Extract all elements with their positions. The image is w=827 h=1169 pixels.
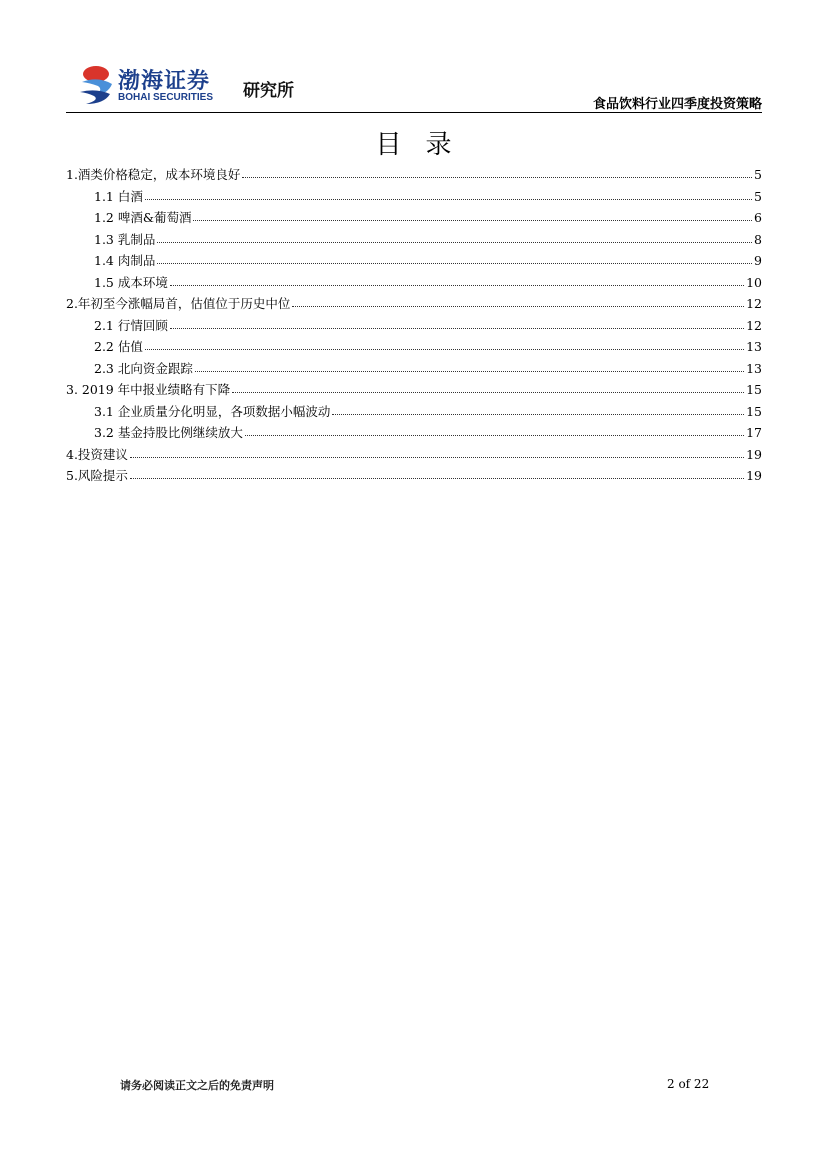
- toc-entry-page: 8: [754, 231, 762, 247]
- toc-entry[interactable]: [66, 423, 762, 445]
- toc-dot-leader: [195, 370, 744, 372]
- toc-entry-page: 13: [746, 339, 762, 354]
- toc-entry[interactable]: [66, 402, 762, 424]
- toc-dot-leader: [332, 413, 744, 415]
- logo-english-name: BOHAI SECURITIES: [118, 92, 214, 103]
- toc-dot-leader: [157, 241, 752, 243]
- toc-entry-page: 17: [746, 425, 762, 440]
- toc-dot-leader: [157, 262, 752, 264]
- toc-entry-page: 10: [746, 274, 762, 290]
- disclaimer-note: 请务必阅读正文之后的免责声明: [120, 1079, 274, 1092]
- page-header: [66, 58, 762, 114]
- toc-entry[interactable]: [66, 466, 762, 488]
- toc-entry-label: 2.1 行情回顾: [94, 317, 168, 333]
- toc-dot-leader: [145, 198, 752, 200]
- toc-dot-leader: [242, 176, 752, 178]
- toc-entry-page: 15: [746, 382, 762, 397]
- toc-entry[interactable]: [66, 316, 762, 338]
- toc-entry[interactable]: [66, 251, 762, 273]
- toc-dot-leader: [292, 305, 744, 307]
- bohai-logo-mark-icon: [78, 62, 118, 106]
- toc-entry[interactable]: [66, 230, 762, 252]
- report-title: 食品饮料行业四季度投资策略: [592, 97, 762, 112]
- toc-dot-leader: [130, 477, 744, 479]
- toc-entry-page: 6: [754, 210, 762, 225]
- toc-entry-page: 9: [754, 253, 762, 268]
- toc-entry-page: 5: [754, 188, 762, 204]
- toc-entry[interactable]: [66, 208, 762, 230]
- toc-entry-label: 1.1 白酒: [94, 188, 143, 204]
- logo-institute: 研究所: [243, 81, 294, 101]
- toc-entry-label: 3.1 企业质量分化明显，各项数据小幅波动: [94, 403, 331, 419]
- toc-dot-leader: [232, 391, 744, 393]
- toc-entry-label: 1.2 啤酒&葡萄酒: [94, 210, 192, 225]
- toc-entry-page: 12: [746, 317, 762, 333]
- toc-entry[interactable]: [66, 294, 762, 316]
- toc-entry-label: 3. 2019 年中报业绩略有下降: [66, 382, 231, 397]
- toc-entry-label: 2.年初至今涨幅局首，估值位于历史中位: [66, 296, 291, 311]
- bohai-securities-logo: [78, 62, 298, 108]
- toc-entry-label: 1.4 肉制品: [94, 253, 156, 268]
- toc-entry-page: 12: [746, 296, 762, 311]
- toc-entry-page: 19: [746, 446, 762, 462]
- toc-entry[interactable]: [66, 359, 762, 381]
- toc-entry[interactable]: [66, 337, 762, 359]
- header-divider: [66, 112, 762, 113]
- toc-title: 目录: [375, 130, 476, 160]
- page-number: 2 of 22: [667, 1077, 710, 1091]
- toc-entry-page: 13: [746, 360, 762, 376]
- logo-chinese-name: 渤海证券: [118, 69, 211, 94]
- toc-entry-label: 2.2 估值: [94, 339, 143, 354]
- table-of-contents: [66, 165, 762, 488]
- toc-entry-page: 19: [746, 468, 762, 483]
- toc-entry[interactable]: [66, 445, 762, 467]
- toc-entry-label: 1.5 成本环境: [94, 274, 168, 290]
- toc-entry-page: 5: [754, 167, 762, 182]
- toc-entry[interactable]: [66, 273, 762, 295]
- toc-entry-label: 3.2 基金持股比例继续放大: [94, 425, 243, 440]
- toc-entry-label: 4.投资建议: [66, 446, 128, 462]
- toc-dot-leader: [193, 219, 752, 221]
- toc-dot-leader: [245, 434, 744, 436]
- toc-dot-leader: [170, 284, 744, 286]
- toc-entry-page: 15: [746, 403, 762, 419]
- toc-entry[interactable]: [66, 165, 762, 187]
- toc-dot-leader: [170, 327, 744, 329]
- toc-entry-label: 1.3 乳制品: [94, 231, 156, 247]
- toc-dot-leader: [130, 456, 744, 458]
- toc-entry[interactable]: [66, 380, 762, 402]
- toc-entry-label: 5.风险提示: [66, 468, 128, 483]
- toc-entry-label: 1.酒类价格稳定，成本环境良好: [66, 167, 241, 182]
- toc-entry[interactable]: [66, 187, 762, 209]
- toc-dot-leader: [145, 348, 744, 350]
- toc-entry-label: 2.3 北向资金跟踪: [94, 360, 193, 376]
